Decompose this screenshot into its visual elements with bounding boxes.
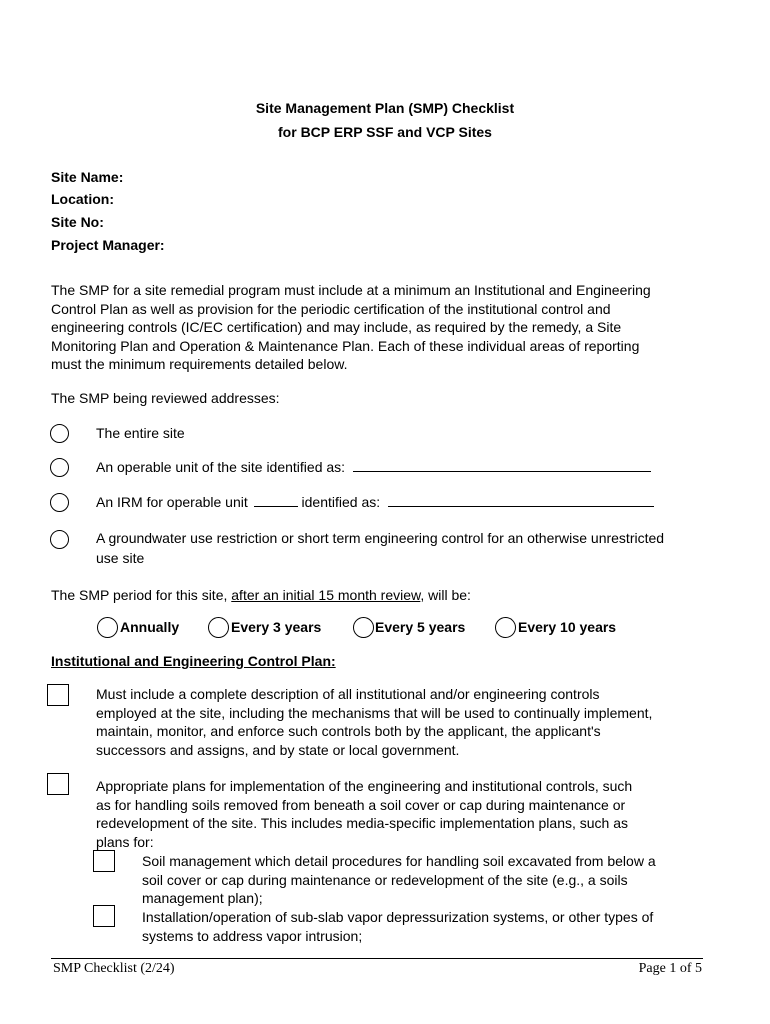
checkbox-soil-management[interactable] bbox=[93, 850, 115, 872]
option-entire-site-label: The entire site bbox=[96, 425, 185, 441]
checkbox-vapor-depressurization[interactable] bbox=[93, 905, 115, 927]
document-subtitle: for BCP ERP SSF and VCP Sites bbox=[278, 124, 492, 140]
option-groundwater-line: A groundwater use restriction or short term engineering control for an otherwise unrestricted bbox=[96, 530, 665, 546]
checkbox-implementation-plans[interactable] bbox=[47, 773, 69, 795]
sub-item-vapor-depressurization bbox=[142, 908, 712, 945]
ic-ec-item-line: maintain, monitor, and enforce such controls both by the applicant, the applicant's bbox=[96, 723, 601, 739]
footer-document-id: SMP Checklist (2/24) bbox=[53, 961, 175, 976]
option-irm-prefix: An IRM for operable unit bbox=[96, 494, 248, 510]
period-3-years-label: Every 3 years bbox=[231, 619, 322, 635]
ic-ec-item-line: employed at the site, including the mechanisms that will be used to continually implement, bbox=[96, 704, 653, 721]
sub-item-line: soil cover or cap during maintenance or redevelopment of the site (e.g., a soils bbox=[142, 871, 628, 888]
option-irm-suffix: identified as: bbox=[301, 494, 381, 510]
radio-irm[interactable] bbox=[50, 493, 69, 512]
ic-ec-item-implementation bbox=[96, 777, 706, 851]
footer-divider bbox=[51, 958, 703, 959]
ic-ec-item-line: Must include a complete description of all institutional and/or engineering controls bbox=[96, 686, 600, 702]
site-name-label: Site Name: bbox=[51, 169, 124, 185]
checkbox-ic-ec-description[interactable] bbox=[47, 684, 69, 706]
period-annually-label: Annually bbox=[120, 619, 180, 635]
irm-unit-blank[interactable] bbox=[254, 494, 298, 507]
period-question-underlined: after an initial 15 month review bbox=[231, 587, 421, 603]
ic-ec-item-line: redevelopment of the site. This includes media-specific implementation plans, such as bbox=[96, 815, 629, 831]
sub-item-line: Soil management which detail procedures for handling soil excavated from below a bbox=[142, 853, 656, 869]
radio-every-3-years[interactable] bbox=[208, 617, 229, 638]
scope-question: The SMP being reviewed addresses: bbox=[51, 390, 280, 406]
operable-unit-blank[interactable] bbox=[353, 459, 651, 472]
project-manager-label: Project Manager: bbox=[51, 237, 165, 253]
ic-ec-item-line: successors and assigns, and by state or local government. bbox=[96, 741, 460, 758]
radio-every-10-years[interactable] bbox=[495, 617, 516, 638]
site-no-label: Site No: bbox=[51, 214, 104, 230]
option-groundwater bbox=[96, 528, 716, 568]
radio-groundwater[interactable] bbox=[50, 530, 69, 549]
irm-identified-blank[interactable] bbox=[388, 494, 654, 507]
footer-page-number: Page 1 of 5 bbox=[638, 961, 702, 976]
ic-ec-item-line: Appropriate plans for implementation of the engineering and institutional controls, such bbox=[96, 778, 633, 794]
radio-entire-site[interactable] bbox=[50, 424, 69, 443]
ic-ec-item-line: plans for: bbox=[96, 833, 154, 850]
sub-item-line: management plan); bbox=[142, 890, 263, 906]
ic-ec-plan-heading: Institutional and Engineering Control Plan: bbox=[51, 653, 336, 669]
sub-item-soil-management bbox=[142, 852, 712, 908]
period-question-prefix: The SMP period for this site, bbox=[51, 587, 232, 603]
ic-ec-item-description bbox=[96, 685, 706, 759]
radio-operable-unit[interactable] bbox=[50, 458, 69, 477]
sub-item-line: systems to address vapor intrusion; bbox=[142, 927, 363, 944]
intro-line: The SMP for a site remedial program must include at a minimum an Institutional and Engineering bbox=[51, 282, 651, 298]
period-question-suffix: , will be: bbox=[420, 587, 471, 603]
radio-every-5-years[interactable] bbox=[353, 617, 374, 638]
period-5-years-label: Every 5 years bbox=[375, 619, 466, 635]
location-label: Location: bbox=[51, 191, 114, 207]
option-operable-unit-label: An operable unit of the site identified as: bbox=[96, 459, 346, 475]
period-10-years-label: Every 10 years bbox=[518, 619, 617, 635]
intro-paragraph bbox=[51, 281, 711, 374]
intro-line: Monitoring Plan and Operation & Maintenance Plan. Each of these individual areas of reporting bbox=[51, 337, 640, 354]
sub-item-line: Installation/operation of sub-slab vapor depressurization systems, or other types of bbox=[142, 909, 654, 925]
option-irm bbox=[96, 492, 654, 512]
option-groundwater-line: use site bbox=[96, 550, 145, 566]
option-operable-unit bbox=[96, 457, 651, 477]
document-title: Site Management Plan (SMP) Checklist bbox=[255, 100, 515, 116]
ic-ec-item-line: as for handling soils removed from beneath a soil cover or cap during maintenance or bbox=[96, 796, 626, 813]
intro-line: must the minimum requirements detailed below. bbox=[51, 356, 348, 372]
radio-annually[interactable] bbox=[97, 617, 118, 638]
intro-line: engineering controls (IC/EC certification) and may include, as required by the remedy, a Site bbox=[51, 319, 622, 335]
intro-line: Control Plan as well as provision for the periodic certification of the institutional control and bbox=[51, 300, 611, 317]
period-question bbox=[51, 587, 471, 603]
